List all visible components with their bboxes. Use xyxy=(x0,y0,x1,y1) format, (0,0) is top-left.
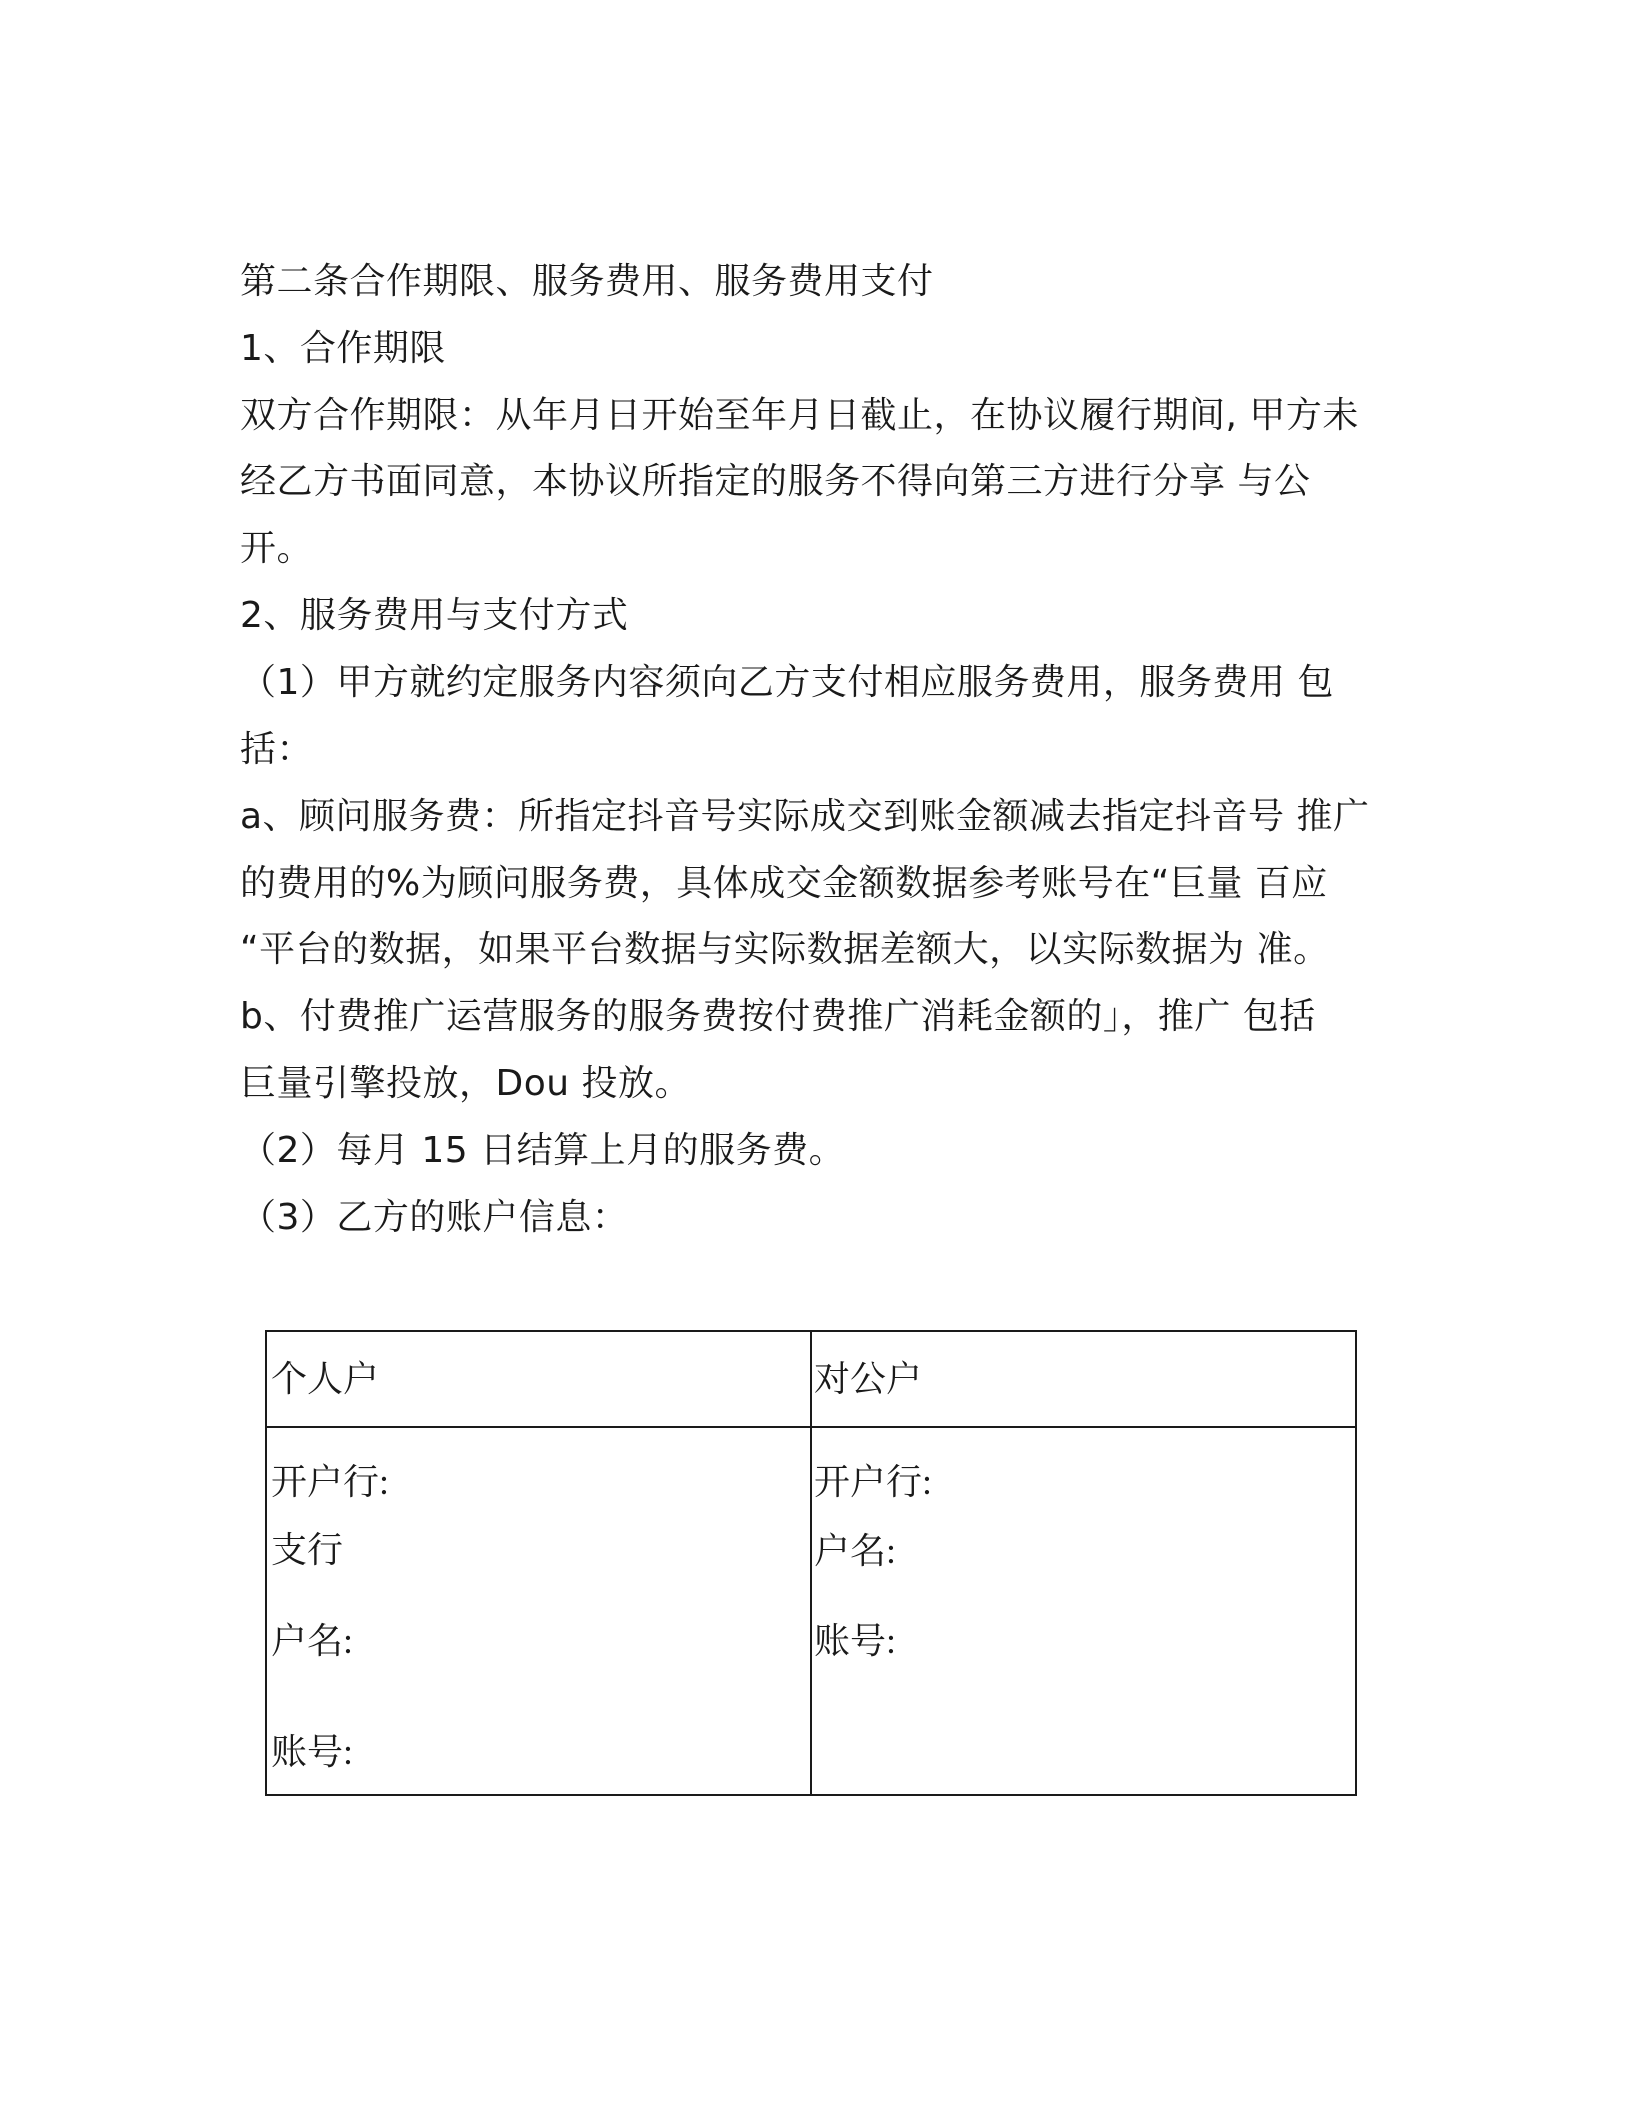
fee-item-b-line: b、付费推广运营服务的服务费按付费推广消耗金额的」，推广 包括 xyxy=(240,996,1316,1037)
term-paragraph-line: 经乙方书面同意，本协议所指定的服务不得向第三方进行分享 与公 xyxy=(240,461,1311,502)
section-title-term: 1、合作期限 xyxy=(240,328,446,369)
corporate-account-label: 账号: xyxy=(814,1621,897,1661)
fee-item-1-line: 括： xyxy=(240,729,314,770)
fee-item-a-line: 的费用的%为顾问服务费，具体成交金额数据参考账号在“巨量 百应 xyxy=(240,863,1328,904)
article-heading: 第二条合作期限、服务费用、服务费用支付 xyxy=(240,261,934,302)
term-paragraph-line: 双方合作期限：从年月日开始至年月日截止，在协议履行期间, 甲方未 xyxy=(240,395,1359,436)
fee-item-a-line: a、顾问服务费：所指定抖音号实际成交到账金额减去指定抖音号 推广 xyxy=(240,796,1370,837)
personal-account-label: 账号: xyxy=(271,1732,354,1772)
account-info-table xyxy=(265,1330,1357,1796)
fee-item-3: （3）乙方的账户信息： xyxy=(240,1197,629,1238)
table-header-divider xyxy=(267,1426,1355,1428)
personal-branch-label: 支行 xyxy=(271,1530,344,1570)
fee-item-b-line: 巨量引擎投放，Dou 投放。 xyxy=(240,1063,692,1104)
fee-item-1-line: （1）甲方就约定服务内容须向乙方支付相应服务费用，服务费用 包 xyxy=(240,662,1334,703)
header-corporate-account: 对公户 xyxy=(814,1359,923,1399)
personal-bank-label: 开户行: xyxy=(271,1462,390,1502)
term-paragraph-line: 开。 xyxy=(240,528,314,569)
header-personal-account: 个人户 xyxy=(271,1359,380,1399)
corporate-name-label: 户名: xyxy=(814,1531,897,1571)
section-title-fees: 2、服务费用与支付方式 xyxy=(240,595,629,636)
corporate-bank-label: 开户行: xyxy=(814,1462,933,1502)
table-column-divider xyxy=(810,1332,812,1794)
fee-item-2: （2）每月 15 日结算上月的服务费。 xyxy=(240,1130,846,1171)
personal-name-label: 户名: xyxy=(271,1621,354,1661)
fee-item-a-line: “平台的数据，如果平台数据与实际数据差额大，以实际数据为 准。 xyxy=(240,929,1330,970)
